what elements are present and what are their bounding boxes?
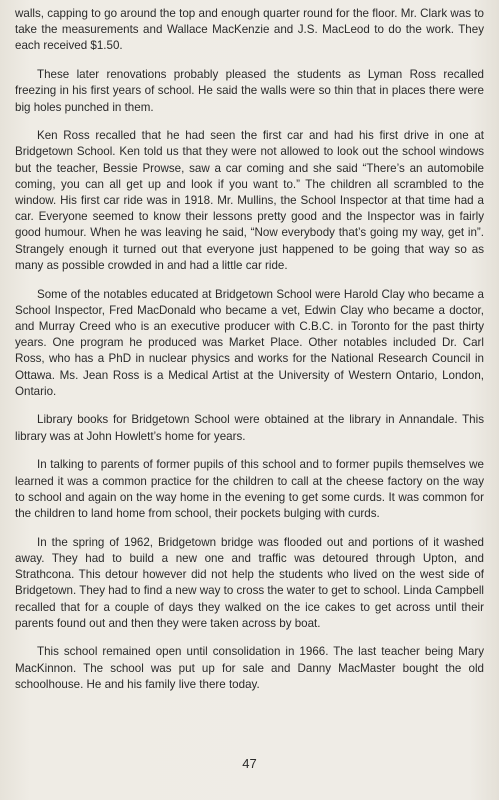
paragraph-renovations-freezing: These later renovations probably pleased the students as Lyman Ross recalled freezing in his first years of school. He said the walls were so thin that in places there were big holes punched in them.: [15, 68, 484, 114]
paragraph-bridge-flood: In the spring of 1962, Bridgetown bridge was flooded out and portions of it washed away. They had to build a new one and traffic was detoured through Upton, and Strathcona. This detour however did not help the students who lived on the west side of Bridgetown. They had to find a new way to cross the water to get to school. Linda Campbell recalled that for a couple of days they walked on the ice cakes to get across until their parents found out and then they were taken across by boat.: [15, 535, 484, 630]
paragraph-renovation-payment: walls, capping to go around the top and enough quarter round for the floor. Mr. Clark was to take the measurements and Wallace MacKenzie and J.S. MacLeod to do the work. They each received $1.50.: [15, 7, 484, 53]
paragraph-school-closing: This school remained open until consolidation in 1966. The last teacher being Mary MacKinnon. The school was put up for sale and Danny MacMaster bought the old schoolhouse. He and his family live there today.: [15, 645, 484, 691]
page-number: 47: [242, 756, 257, 771]
body-text: [15, 6, 484, 706]
paragraph-library-books: Library books for Bridgetown School were obtained at the library in Annandale. This library was at John Howlett’s home for years.: [15, 413, 484, 443]
paragraph-first-car: Ken Ross recalled that he had seen the first car and had his first drive in one at Bridgetown School. Ken told us that they were not allowed to look out the school windows but the teacher, Bessie Prowse, saw a car coming and she said “There’s an automobile coming, you can all get up and look if you want to.” The children all scrambled to the window. His first car ride was in 1918. Mr. Mullins, the School Inspector at that time had a car. Everyone seemed to know their lessons pretty good and the Inspector was in fairly good humour. When he was leaving he said, “Now everybody that’s going my way, get in”. Strangely enough it turned out that everyone just happened to be going that way so as many as possible crowded in and had a little car ride.: [15, 129, 484, 272]
paragraph-cheese-factory: In talking to parents of former pupils of this school and to former pupils themselves we learned it was a common practice for the children to call at the cheese factory on the way to school and again on the way home in the evening to get some curds. It was common for the children to land home from school, their pockets bulging with curds.: [15, 458, 484, 520]
paragraph-notables: Some of the notables educated at Bridgetown School were Harold Clay who became a School Inspector, Fred MacDonald who became a vet, Edwin Clay who became a doctor, and Murray Creed who is an executive producer with C.B.C. in Toronto for the past thirty years. One program he produced was Market Place. Other notables included Dr. Carl Ross, who has a PhD in nuclear physics and works for the National Research Council in Ottawa. Ms. Jean Ross is a Medical Artist at the University of Western Ontario, London, Ontario.: [15, 287, 484, 398]
